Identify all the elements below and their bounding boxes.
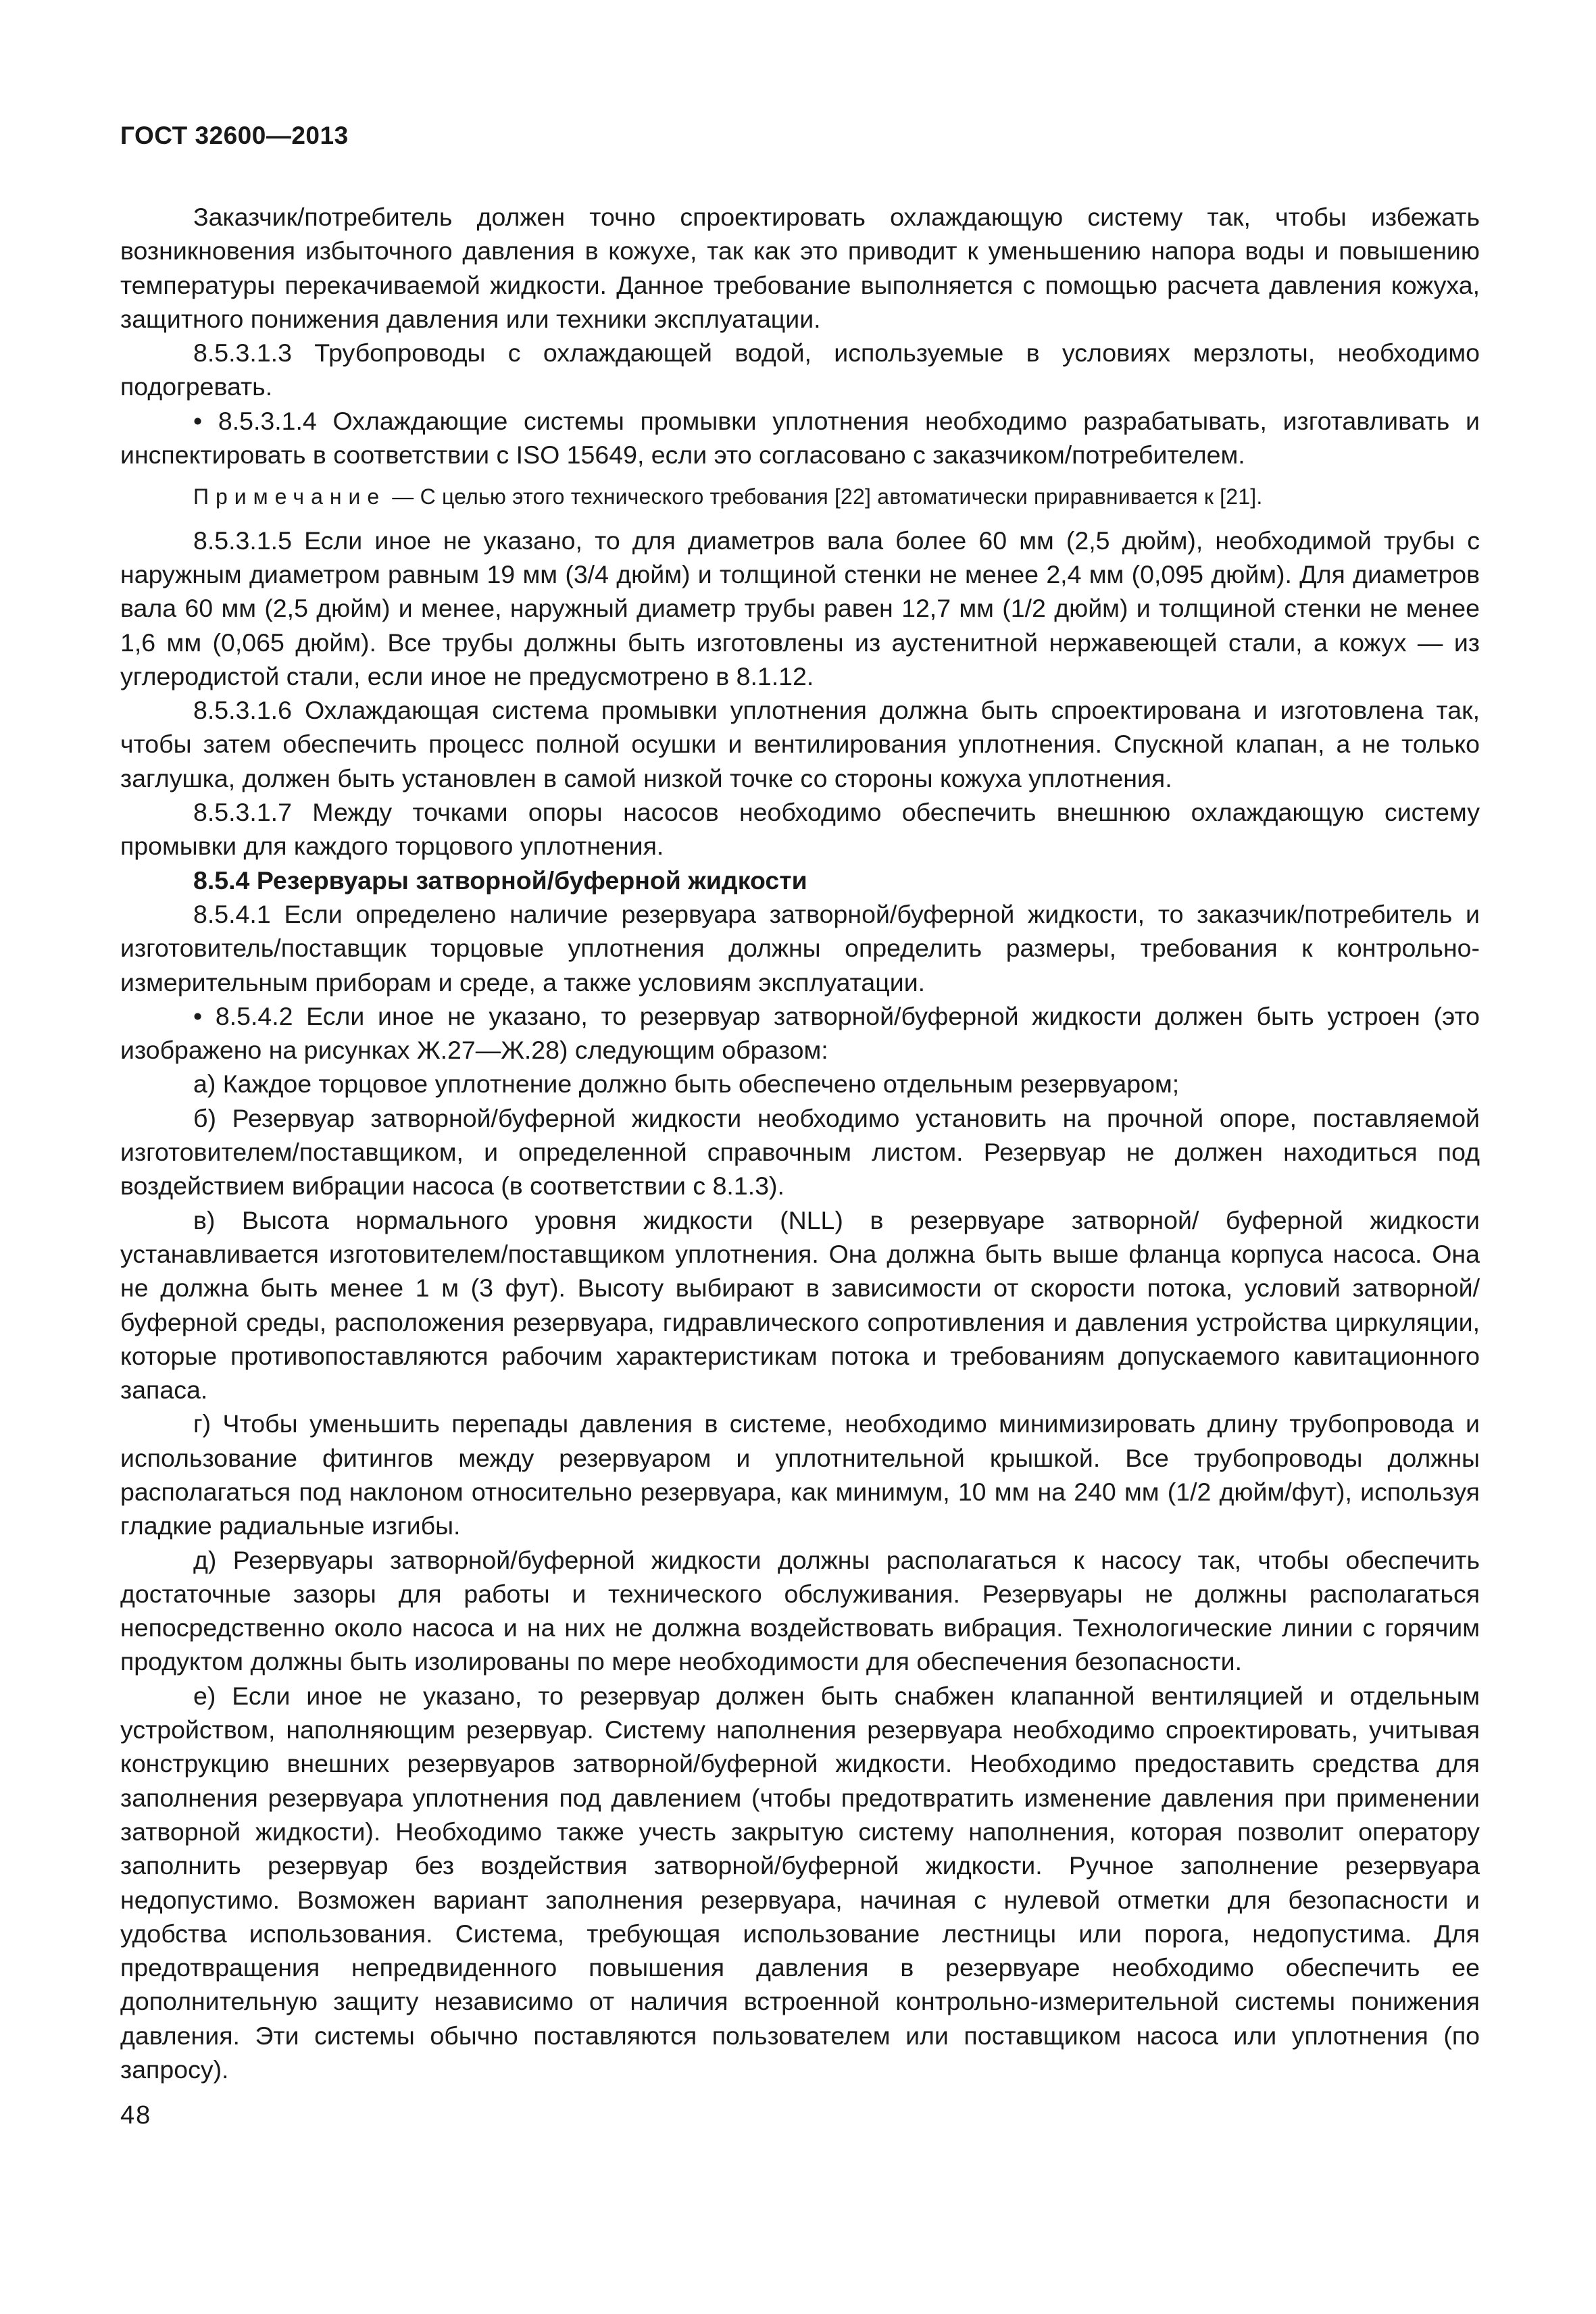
note-label: Примечание <box>193 484 386 509</box>
page-body <box>120 200 1480 2086</box>
section-heading: 8.5.4 Резервуары затворной/буферной жидкости <box>193 865 807 895</box>
list-item: в) Высота нормального уровня жидкости (NLL) в резервуаре затворной/ буферной жидкости устанавливается изготовителем/поставщиком уплотнения. Она должна быть выше фланца корпуса насоса. Она не должна быть менее 1 м (3 фут). Высоту выбирают в зависимости от скорости потока, условий затворной/буферной среды, расположения резервуара, гидравлического сопротивления и давления устройства циркуляции, которые противопоставляются рабочим характеристикам потока и требованиям допускаемого кавитационного запаса. <box>120 1205 1480 1405</box>
paragraph: Заказчик/потребитель должен точно спроектировать охлаждающую систему так, чтобы избежать возникновения избыточного давления в кожухе, так как это приводит к уменьшению напора воды и повышению температуры перекачиваемой жидкости. Данное требование выполняется с помощью расчета давления кожуха, защитного понижения давления или техники эксплуатации. <box>120 203 1480 333</box>
document-header: ГОСТ 32600—2013 <box>120 122 349 149</box>
paragraph: • 8.5.4.2 Если иное не указано, то резервуар затворной/буферной жидкости должен быть устроен (это изображено на рисунках Ж.27—Ж.28) следующим образом: <box>120 1001 1480 1065</box>
note <box>120 480 1480 513</box>
paragraph: 8.5.3.1.6 Охлаждающая система промывки уплотнения должна быть спроектирована и изготовлена так, чтобы затем обеспечить процесс полной осушки и вентилирования уплотнения. Спускной клапан, а не только заглушка, должен быть установлен в самой низкой точке со стороны кожуха уплотнения. <box>120 696 1480 793</box>
list-item: д) Резервуары затворной/буферной жидкости должны располагаться к насосу так, чтобы обеспечить достаточные зазоры для работы и технического обслуживания. Резервуары не должны располагаться непосредственно около насоса и на них не должна воздействовать вибрация. Технологические линии с горячим продуктом должны быть изолированы по мере необходимости для обеспечения безопасности. <box>120 1545 1480 1676</box>
page-number: 48 <box>120 2101 152 2130</box>
note-text: — С целью этого технического требования [22] автоматически приравнивается к [21]. <box>386 484 1263 509</box>
list-item: г) Чтобы уменьшить перепады давления в системе, необходимо минимизировать длину трубопровода и использование фитингов между резервуаром и уплотнительной крышкой. Все трубопроводы должны располагаться под наклоном относительно резервуара, как минимум, 10 мм на 240 мм (1/2 дюйм/фут), используя гладкие радиальные изгибы. <box>120 1409 1480 1540</box>
paragraph: 8.5.4.1 Если определено наличие резервуара затворной/буферной жидкости, то заказчик/потребитель и изготовитель/поставщик торцовые уплотнения должны определить размеры, требования к контрольно-измерительным приборам и среде, а также условиям эксплуатации. <box>120 899 1480 997</box>
paragraph: • 8.5.3.1.4 Охлаждающие системы промывки уплотнения необходимо разрабатывать, изготавливать и инспектировать в соответствии с ISO 15649, если это согласовано с заказчиком/потребителем. <box>120 406 1480 470</box>
list-item: е) Если иное не указано, то резервуар должен быть снабжен клапанной вентиляцией и отдельным устройством, наполняющим резервуар. Систему наполнения резервуара необходимо спроектировать, учитывая конструкцию внешних резервуаров затворной/буферной жидкости. Необходимо предоставить средства для заполнения резервуара уплотнения под давлением (чтобы предотвратить изменение давления при применении затворной жидкости). Необходимо также учесть закрытую систему наполнения, которая позволит оператору заполнить резервуар без воздействия затворной/буферной жидкости. Ручное заполнение резервуара недопустимо. Возможен вариант заполнения резервуара, начиная с нулевой отметки для безопасности и удобства использования. Система, требующая использование лестницы или порога, недопустима. Для предотвращения непредвиденного повышения давления в резервуаре необходимо обеспечить ее дополнительную защиту независимо от наличия встроенной контрольно-измерительной системы понижения давления. Эти системы обычно поставляются пользователем или поставщиком насоса или уплотнения (по запросу). <box>120 1681 1480 2084</box>
list-item: а) Каждое торцовое уплотнение должно быть обеспечено отдельным резервуаром; <box>193 1070 1180 1099</box>
paragraph: 8.5.3.1.7 Между точками опоры насосов необходимо обеспечить внешнюю охлаждающую систему промывки для каждого торцового уплотнения. <box>120 798 1480 861</box>
paragraph: 8.5.3.1.5 Если иное не указано, то для диаметров вала более 60 мм (2,5 дюйм), необходимой трубы с наружным диаметром равным 19 мм (3/4 дюйм) и толщиной стенки не менее 2,4 мм (0,095 дюйм). Для диаметров вала 60 мм (2,5 дюйм) и менее, наружный диаметр трубы равен 12,7 мм (1/2 дюйм) и толщиной стенки не менее 1,6 мм (0,065 дюйм). Все трубы должны быть изготовлены из аустенитной нержавеющей стали, а кожух — из углеродистой стали, если иное не предусмотрено в 8.1.12. <box>120 526 1480 690</box>
paragraph: 8.5.3.1.3 Трубопроводы с охлаждающей водой, используемые в условиях мерзлоты, необходимо подогревать. <box>120 338 1480 401</box>
list-item: б) Резервуар затворной/буферной жидкости необходимо установить на прочной опоре, поставляемой изготовителем/поставщиком, и определенной справочным листом. Резервуар не должен находиться под воздействием вибрации насоса (в соответствии с 8.1.3). <box>120 1103 1480 1201</box>
